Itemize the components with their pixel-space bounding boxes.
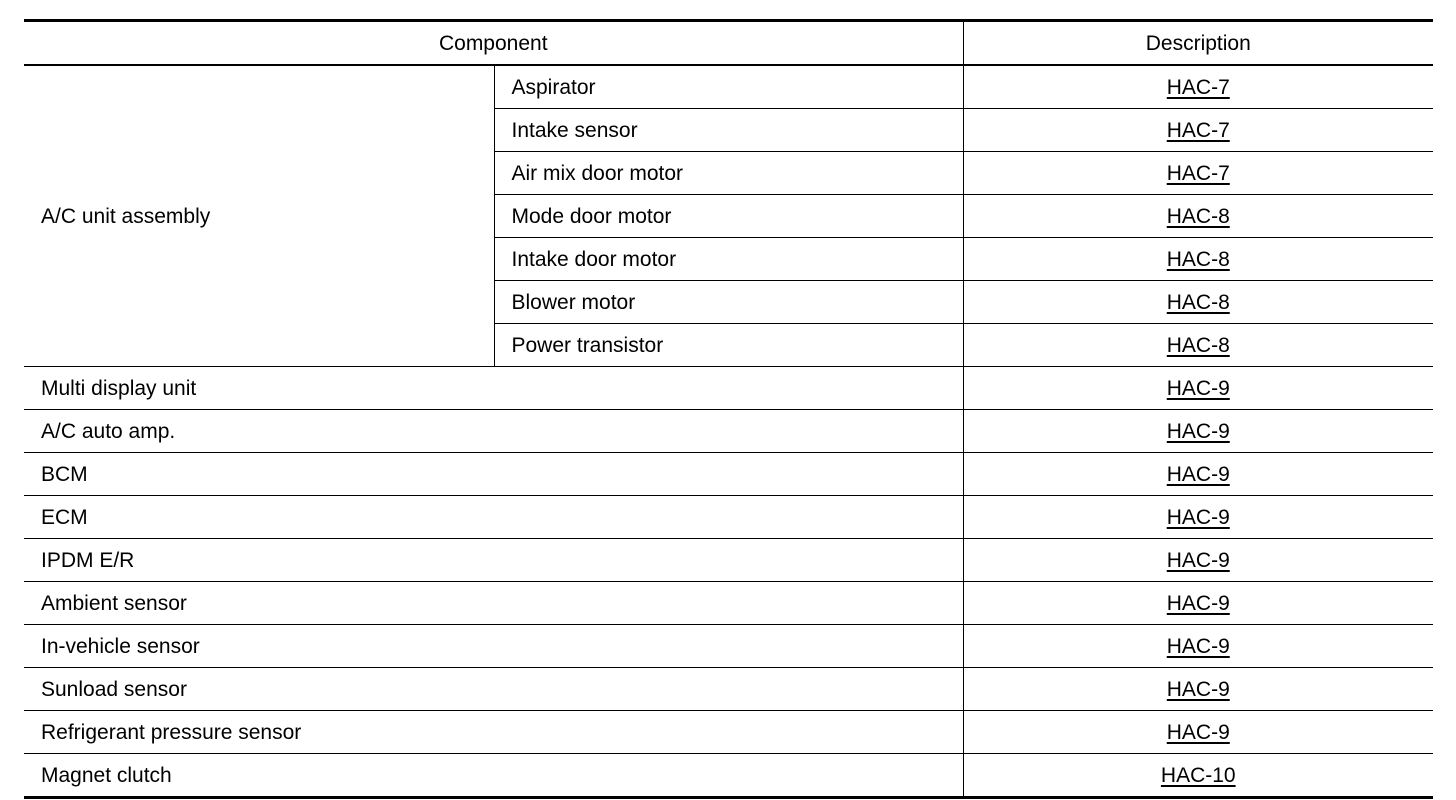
subcomponent-cell: Aspirator	[494, 65, 963, 109]
reference-link[interactable]: HAC-8	[1166, 204, 1230, 228]
component-cell: ECM	[24, 496, 963, 539]
reference-link[interactable]: HAC-8	[1166, 290, 1230, 314]
description-cell	[963, 625, 1433, 668]
description-cell	[963, 109, 1433, 152]
table-row	[24, 410, 1433, 453]
reference-link[interactable]: HAC-9	[1166, 548, 1230, 572]
reference-link[interactable]: HAC-9	[1166, 505, 1230, 529]
subcomponent-cell: Air mix door motor	[494, 152, 963, 195]
reference-link[interactable]: HAC-9	[1166, 376, 1230, 400]
group-name-cell: A/C unit assembly	[24, 65, 494, 367]
description-cell	[963, 539, 1433, 582]
subcomponent-cell: Power transistor	[494, 324, 963, 367]
description-cell	[963, 668, 1433, 711]
component-cell: Ambient sensor	[24, 582, 963, 625]
component-cell: In-vehicle sensor	[24, 625, 963, 668]
reference-link[interactable]: HAC-9	[1166, 720, 1230, 744]
table-row	[24, 711, 1433, 754]
component-cell: Refrigerant pressure sensor	[24, 711, 963, 754]
reference-link[interactable]: HAC-7	[1166, 75, 1230, 99]
description-cell	[963, 367, 1433, 410]
component-cell: A/C auto amp.	[24, 410, 963, 453]
header-row	[24, 21, 1433, 66]
description-cell	[963, 496, 1433, 539]
table-row	[24, 625, 1433, 668]
description-cell	[963, 238, 1433, 281]
table-row	[24, 496, 1433, 539]
description-cell	[963, 453, 1433, 496]
component-header: Component	[24, 21, 963, 66]
table-row	[24, 539, 1433, 582]
component-cell: Multi display unit	[24, 367, 963, 410]
component-cell: BCM	[24, 453, 963, 496]
subcomponent-cell: Intake door motor	[494, 238, 963, 281]
component-table	[24, 19, 1433, 799]
component-cell: IPDM E/R	[24, 539, 963, 582]
reference-link[interactable]: HAC-7	[1166, 118, 1230, 142]
description-cell	[963, 711, 1433, 754]
reference-link[interactable]: HAC-10	[1160, 763, 1236, 787]
component-cell: Magnet clutch	[24, 754, 963, 798]
table-row	[24, 668, 1433, 711]
description-header: Description	[963, 21, 1433, 66]
description-cell	[963, 195, 1433, 238]
description-cell	[963, 754, 1433, 798]
table-body	[24, 65, 1433, 798]
description-cell	[963, 65, 1433, 109]
table-row	[24, 367, 1433, 410]
component-cell: Sunload sensor	[24, 668, 963, 711]
reference-link[interactable]: HAC-7	[1166, 161, 1230, 185]
description-cell	[963, 582, 1433, 625]
description-cell	[963, 281, 1433, 324]
subcomponent-cell: Intake sensor	[494, 109, 963, 152]
reference-link[interactable]: HAC-8	[1166, 333, 1230, 357]
reference-link[interactable]: HAC-9	[1166, 462, 1230, 486]
subcomponent-cell: Blower motor	[494, 281, 963, 324]
reference-link[interactable]: HAC-9	[1166, 634, 1230, 658]
table-row	[24, 754, 1433, 798]
table-row	[24, 453, 1433, 496]
reference-link[interactable]: HAC-9	[1166, 677, 1230, 701]
description-cell	[963, 324, 1433, 367]
subcomponent-cell: Mode door motor	[494, 195, 963, 238]
table-row	[24, 582, 1433, 625]
description-cell	[963, 152, 1433, 195]
description-cell	[963, 410, 1433, 453]
reference-link[interactable]: HAC-9	[1166, 419, 1230, 443]
reference-link[interactable]: HAC-9	[1166, 591, 1230, 615]
table-row	[24, 65, 1433, 109]
reference-link[interactable]: HAC-8	[1166, 247, 1230, 271]
